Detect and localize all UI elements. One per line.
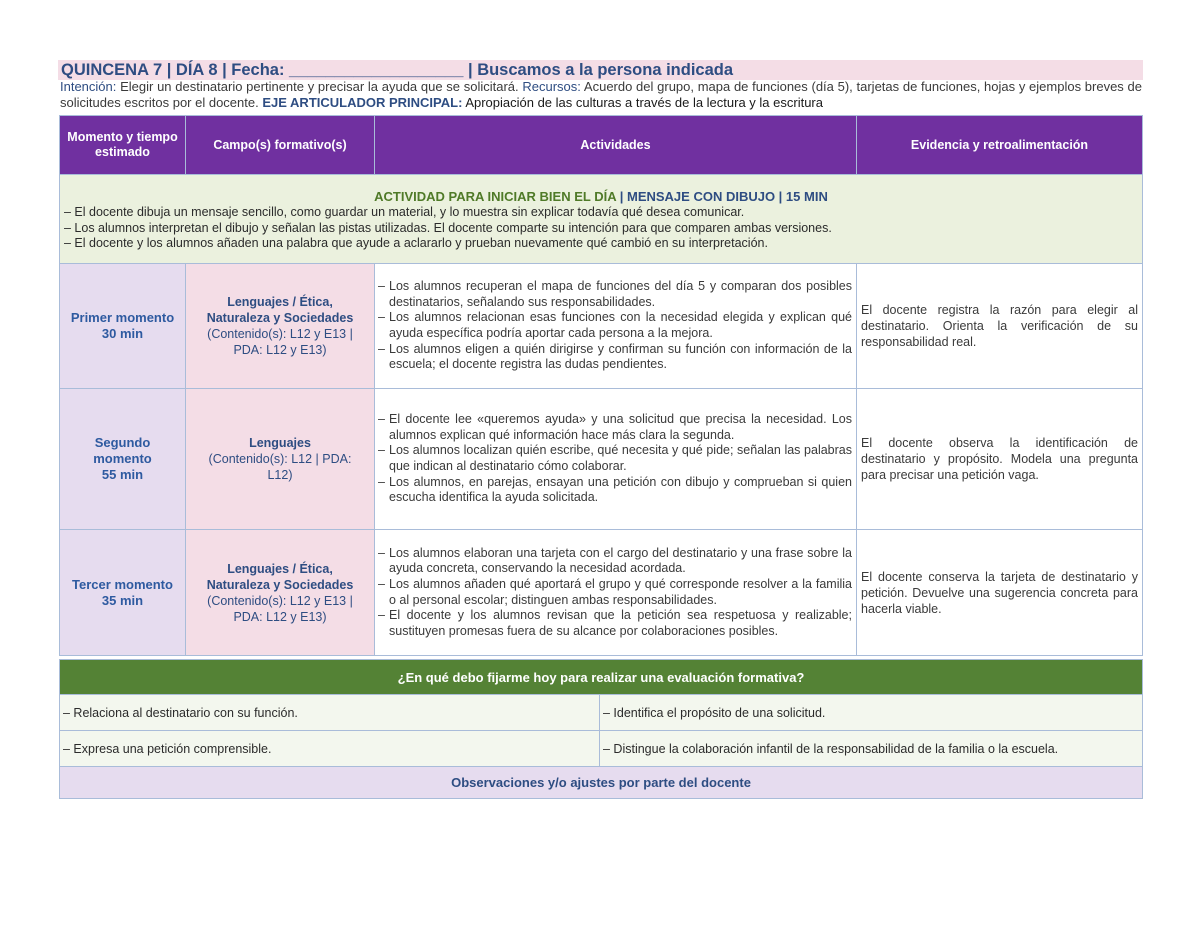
- warmup-line: – Los alumnos interpretan el dibujo y señalan las pistas utilizadas. El docente comparte su intención para que comparen ambas versiones.: [64, 220, 832, 235]
- campo-cell: [186, 264, 375, 389]
- activities-cell: [375, 389, 857, 530]
- campo-name: Lenguajes: [249, 436, 311, 450]
- warmup-row: [60, 175, 1143, 264]
- moment-name: Tercer momento: [72, 576, 173, 592]
- observations-label: Observaciones y/o ajustes por parte del docente: [60, 767, 1143, 799]
- campo-cell: [186, 530, 375, 656]
- evidence-cell: El docente observa la identificación de destinatario y propósito. Modela una pregunta para precisar una petición vaga.: [857, 389, 1143, 530]
- evaluation-row: [60, 731, 1143, 767]
- warmup-cell: [60, 175, 1143, 264]
- evidence-cell: El docente conserva la tarjeta de destinatario y petición. Devuelve una sugerencia concreta para hacerla viable.: [857, 530, 1143, 656]
- moment-cell: [60, 264, 186, 389]
- evaluation-item: – Relaciona al destinatario con su función.: [60, 695, 600, 731]
- activity-item: – El docente lee «queremos ayuda» y una solicitud que precisa la necesidad. Los alumnos explican qué información hace más clara la segunda.: [378, 412, 852, 443]
- intro-paragraph: [60, 79, 1142, 111]
- recursos-label: Recursos:: [522, 79, 581, 94]
- column-header-evidencia: Evidencia y retroalimentación: [857, 116, 1143, 175]
- intencion-text: Elegir un destinatario pertinente y precisar la ayuda que se solicitará.: [120, 79, 519, 94]
- warmup-title-detail: | MENSAJE CON DIBUJO | 15 MIN: [616, 189, 828, 204]
- activity-item: – Los alumnos recuperan el mapa de funciones del día 5 y comparan dos posibles destinatarios, señalando sus responsabilidades.: [378, 279, 852, 310]
- table-row: [60, 264, 1143, 389]
- evaluation-item: – Distingue la colaboración infantil de la responsabilidad de la familia o la escuela.: [600, 731, 1143, 767]
- moment-time: 55 min: [101, 467, 144, 482]
- page-title: QUINCENA 7 | DÍA 8 | Fecha: ___________________ | Buscamos a la persona indicada: [58, 60, 1143, 80]
- campo-detail: (Contenido(s): L12 | PDA: L12): [208, 452, 352, 482]
- planning-table: [59, 115, 1143, 656]
- activity-item: – Los alumnos añaden qué aportará el grupo y qué corresponde resolver a la familia o al personal escolar; distinguen ambas responsabilidades.: [378, 577, 852, 608]
- table-row: [60, 389, 1143, 530]
- moment-name: Primer momento: [70, 310, 175, 325]
- column-header-momento: Momento y tiempo estimado: [60, 116, 186, 175]
- recursos-text: Acuerdo del grupo, mapa de funciones (día 5), tarjetas de funciones, hojas y ejemplos breves de solicitudes escritos por el docente.: [60, 79, 1142, 110]
- moment-cell: [60, 389, 186, 530]
- evaluation-header-row: [60, 660, 1143, 695]
- activity-item: – El docente y los alumnos revisan que la petición sea respetuosa y realizable; sustituyen promesas fuera de su alcance por colaboraciones posibles.: [378, 608, 852, 639]
- activity-item: – Los alumnos localizan quién escribe, qué necesita y qué pide; señalan las palabras que indican al destinatario cómo colaborar.: [378, 443, 852, 474]
- moment-cell: [60, 530, 186, 656]
- intencion-label: Intención:: [60, 79, 117, 94]
- evaluation-title: ¿En qué debo fijarme hoy para realizar una evaluación formativa?: [60, 660, 1143, 695]
- warmup-line: – El docente y los alumnos añaden una palabra que ayude a aclararlo y prueban nuevamente qué cambió en su interpretación.: [64, 236, 768, 250]
- evidence-cell: El docente registra la razón para elegir al destinatario. Orienta la verificación de su responsabilidad real.: [857, 264, 1143, 389]
- activities-cell: [375, 264, 857, 389]
- table-row: [60, 530, 1143, 656]
- column-header-campo: Campo(s) formativo(s): [186, 116, 375, 175]
- eje-text: Apropiación de las culturas a través de la lectura y la escritura: [465, 95, 823, 110]
- observations-row: [60, 767, 1143, 799]
- moment-time: 35 min: [101, 592, 144, 608]
- evaluation-item: – Expresa una petición comprensible.: [60, 731, 600, 767]
- table-header-row: [60, 116, 1143, 175]
- evaluation-table: [59, 659, 1143, 799]
- evaluation-item: – Identifica el propósito de una solicitud.: [600, 695, 1143, 731]
- column-header-actividades: Actividades: [375, 116, 857, 175]
- moment-time: 30 min: [101, 326, 144, 341]
- warmup-line: – El docente dibuja un mensaje sencillo, como guardar un material, y lo muestra sin explicar todavía qué desea comunicar.: [64, 205, 745, 219]
- campo-name: Lenguajes / Ética, Naturaleza y Sociedades: [206, 295, 354, 325]
- campo-cell: [186, 389, 375, 530]
- activity-item: – Los alumnos elaboran una tarjeta con el cargo del destinatario y una frase sobre la ayuda concreta, conservando la necesidad acordada.: [378, 546, 852, 577]
- activity-item: – Los alumnos eligen a quién dirigirse y confirman su función con información de la escuela; el docente registra las dudas pendientes.: [378, 342, 852, 373]
- campo-name: Lenguajes / Ética, Naturaleza y Sociedades: [206, 561, 354, 592]
- moment-name: Segundo momento: [93, 435, 152, 466]
- activity-item: – Los alumnos, en parejas, ensayan una petición con dibujo y comprueban si quien escucha identifica la ayuda solicitada.: [378, 475, 852, 506]
- activities-cell: [375, 530, 857, 656]
- campo-detail: (Contenido(s): L12 y E13 | PDA: L12 y E13): [207, 593, 353, 624]
- campo-detail: (Contenido(s): L12 y E13 | PDA: L12 y E13): [207, 327, 353, 357]
- eje-label: EJE ARTICULADOR PRINCIPAL:: [262, 95, 463, 110]
- warmup-title-main: ACTIVIDAD PARA INICIAR BIEN EL DÍA: [374, 189, 617, 204]
- warmup-title: [64, 189, 1138, 204]
- activity-item: – Los alumnos relacionan esas funciones con la necesidad elegida y explican qué ayuda específica podría aportar cada persona a la mejora.: [378, 310, 852, 341]
- evaluation-row: [60, 695, 1143, 731]
